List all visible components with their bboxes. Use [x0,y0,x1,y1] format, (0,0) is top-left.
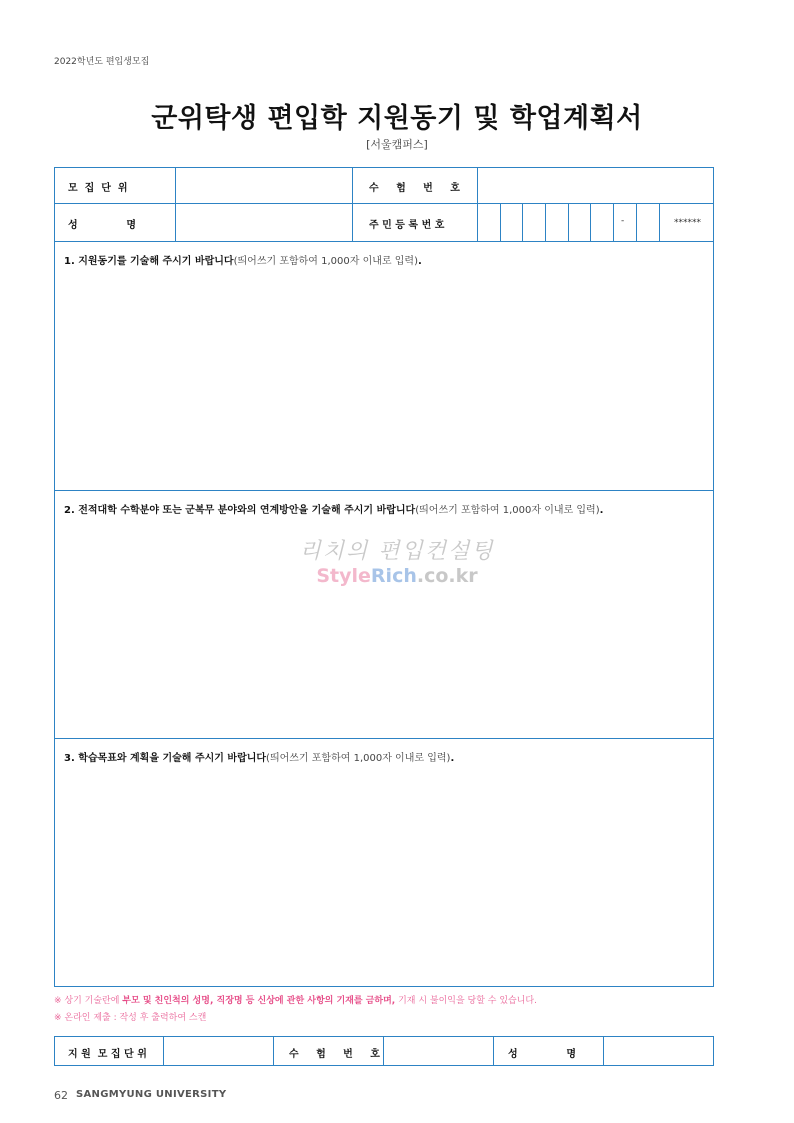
col-divider [273,1036,274,1066]
section-divider [54,490,714,491]
rrn-cell-divider [568,203,569,241]
notice-line-2: ※ 온라인 제출 : 작성 후 출력하여 스캔 [54,1013,207,1023]
col-divider [352,167,353,241]
unit-label: 모 집 단 위 [68,183,128,194]
unit-field[interactable] [176,168,352,203]
section-2-heading: 2. 전적대학 수학분야 또는 군복무 분야와의 연계방안을 기술해 주시기 바랍니다(띄어쓰기 포함하여 1,000자 이내로 입력). [64,505,604,516]
footer-name-field[interactable] [604,1037,713,1065]
footer-unit-field[interactable] [164,1037,273,1065]
watermark-url: StyleRich.co.kr [316,565,478,587]
footer-unit-label: 지 원 모 집 단 위 [68,1049,147,1060]
rrn-cell-divider [545,203,546,241]
rrn-dash: - [621,216,625,226]
rrn-cell-divider [659,203,660,241]
section-divider [54,738,714,739]
notice-line-1: ※ 상기 기술란에 부모 및 친인척의 성명, 직장명 등 신상에 관한 사항의 기재를 금하며, 기재 시 불이익을 당할 수 있습니다. [54,996,537,1006]
university-name: SANGMYUNG UNIVERSITY [76,1089,227,1100]
footer-exam-number-label: 수 험 번 호 [289,1049,380,1060]
rrn-cell-divider [500,203,501,241]
rrn-label: 주 민 등 록 번 호 [369,220,445,231]
section-1-heading: 1. 지원동기를 기술해 주시기 바랍니다(띄어쓰기 포함하여 1,000자 이내로 입력). [64,256,422,267]
row-divider [54,241,714,242]
campus-subtitle: [서울캠퍼스] [366,138,428,151]
footer-name-label: 성 명 [508,1049,577,1060]
name-label: 성 명 [68,220,137,231]
page-number: 62 [54,1089,68,1102]
section-1-textarea[interactable] [56,270,712,488]
name-field[interactable] [176,204,352,241]
section-3-heading: 3. 학습목표와 계획을 기술해 주시기 바랍니다(띄어쓰기 포함하여 1,000자 이내로 입력). [64,753,455,764]
rrn-cell-divider [613,203,614,241]
exam-number-label: 수 험 번 호 [369,183,460,194]
page-title: 군위탁생 편입학 지원동기 및 학업계획서 [151,103,643,134]
row-divider [54,203,714,204]
top-label: 2022학년도 편입생모집 [54,57,150,67]
rrn-cell-divider [522,203,523,241]
exam-number-field[interactable] [478,168,713,203]
section-3-textarea[interactable] [56,767,712,985]
rrn-cell-divider [636,203,637,241]
footer-exam-number-field[interactable] [384,1037,493,1065]
watermark-korean: 리치의 편입컨설팅 [299,539,495,564]
rrn-mask: ****** [674,218,701,228]
rrn-cell-divider [590,203,591,241]
col-divider [493,1036,494,1066]
